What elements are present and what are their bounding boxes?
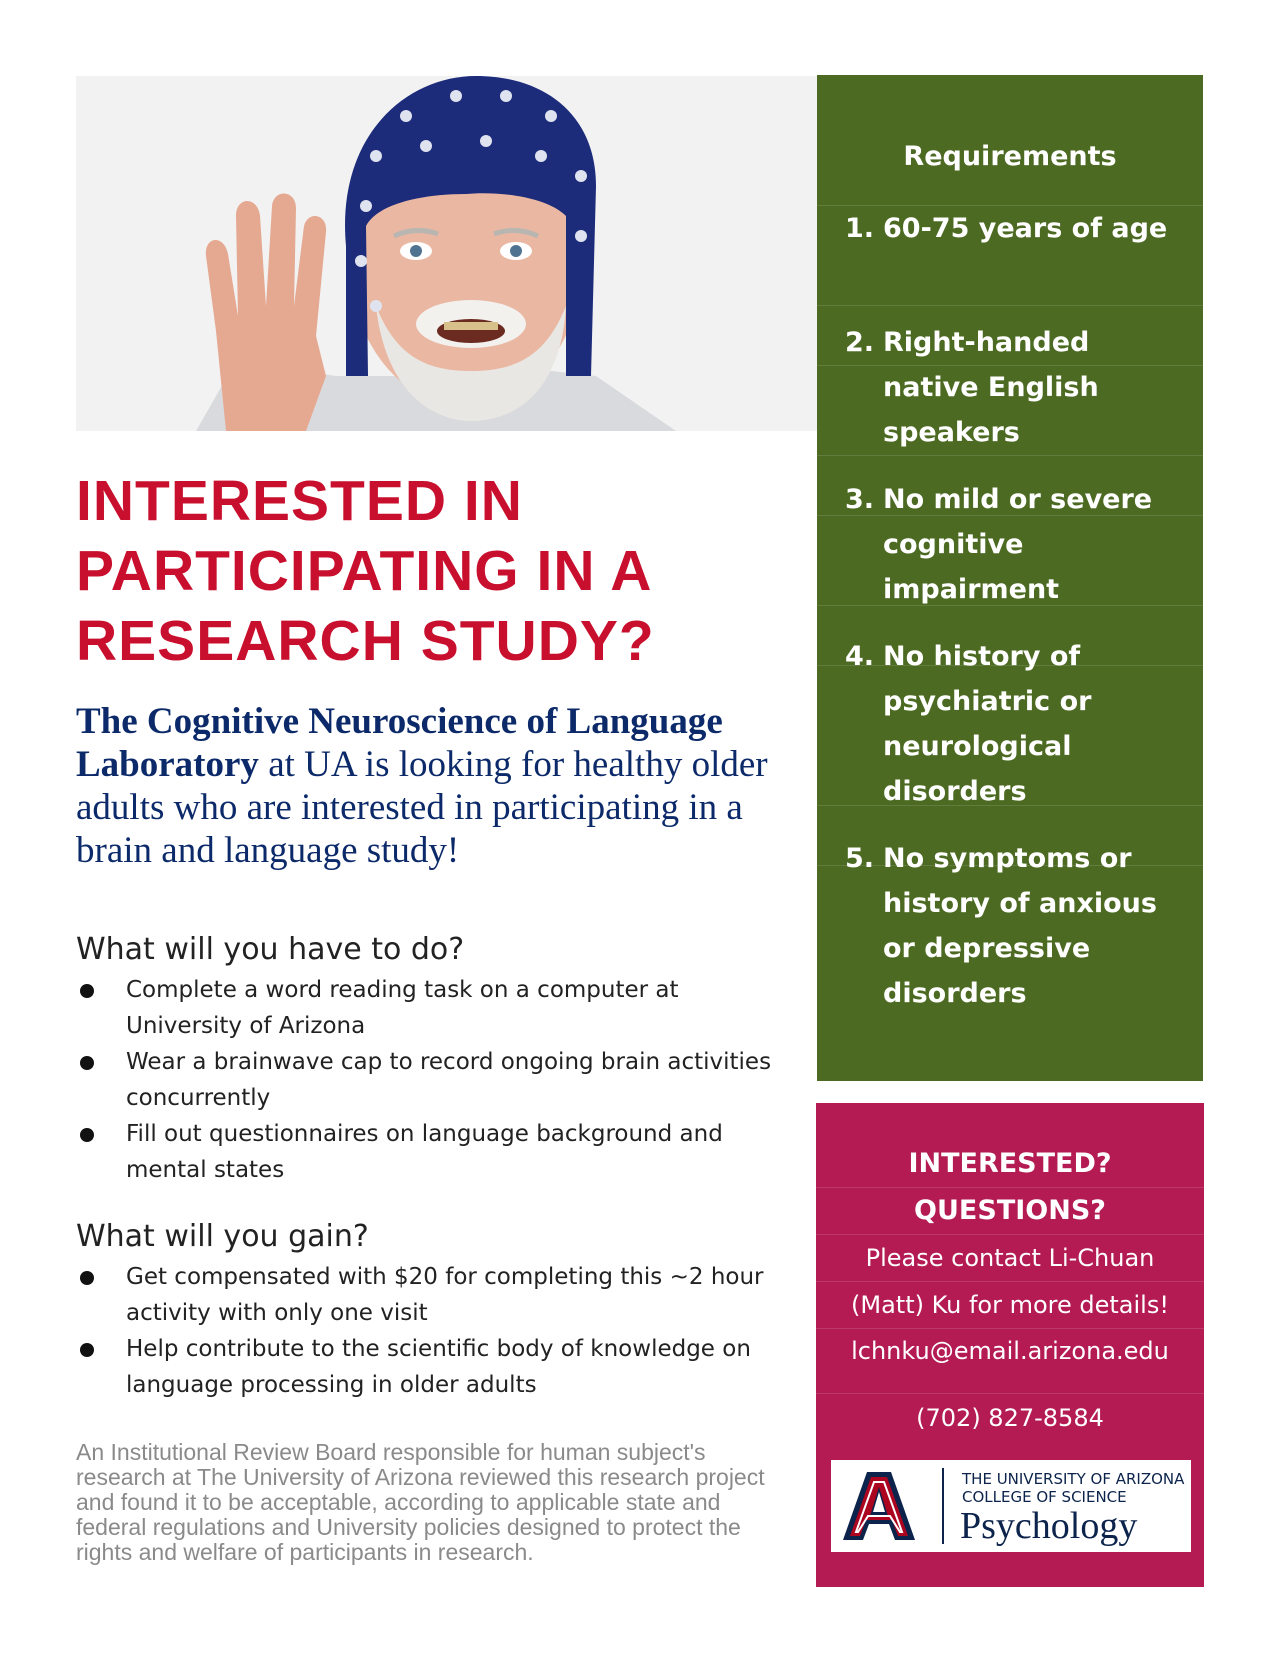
requirement-number: 2. bbox=[845, 327, 875, 358]
logo-university-name bbox=[962, 1470, 1184, 1506]
intro-text: at UA is looking for healthy older adults who are interested in participating in a brain and language study! bbox=[76, 744, 768, 871]
requirement-item bbox=[845, 320, 1183, 455]
contact-email[interactable]: lchnku@email.arizona.edu bbox=[851, 1337, 1169, 1365]
questions-heading: QUESTIONS? bbox=[914, 1195, 1106, 1226]
requirement-item bbox=[845, 477, 1183, 612]
bullet-icon bbox=[80, 1271, 94, 1285]
divider bbox=[816, 1393, 1204, 1394]
task-item: Complete a word reading task on a computer at University of Arizona bbox=[126, 977, 679, 1039]
list-item bbox=[76, 1116, 786, 1188]
divider bbox=[817, 455, 1203, 456]
bullet-icon bbox=[80, 1343, 94, 1357]
logo-university: THE UNIVERSITY OF ARIZONA bbox=[962, 1470, 1185, 1488]
requirement-number: 1. bbox=[845, 213, 875, 244]
headline-line: RESEARCH STUDY? bbox=[76, 609, 655, 673]
list-item bbox=[76, 972, 786, 1044]
intro-paragraph bbox=[76, 700, 796, 872]
contact-text: (Matt) Ku for more details! bbox=[851, 1291, 1169, 1319]
logo-divider bbox=[942, 1468, 944, 1544]
university-logo bbox=[831, 1460, 1191, 1552]
headline-line: PARTICIPATING IN A bbox=[76, 539, 653, 603]
headline-line: INTERESTED IN bbox=[76, 469, 523, 533]
contact-text: Please contact Li-Chuan bbox=[865, 1244, 1155, 1272]
task-item: Fill out questionnaires on language background and mental states bbox=[126, 1121, 723, 1183]
list-item bbox=[76, 1044, 786, 1116]
requirement-text: 60-75 years of age bbox=[883, 213, 1168, 244]
logo-college: COLLEGE OF SCIENCE bbox=[962, 1488, 1127, 1506]
bullet-icon bbox=[80, 1056, 94, 1070]
gain-item: Help contribute to the scientific body of knowledge on language processing in older adults bbox=[126, 1336, 751, 1398]
arizona-a-icon bbox=[839, 1468, 919, 1544]
irb-notice: An Institutional Review Board responsible for human subject's research at The University of Arizona reviewed this research project and found it to be acceptable, according to applicable state and federal regulations and University policies designed to protect the rights and welfare of participants in research. bbox=[76, 1439, 765, 1565]
tasks-list bbox=[76, 972, 786, 1188]
bullet-icon bbox=[80, 984, 94, 998]
requirement-text: No mild or severe cognitive impairment bbox=[883, 484, 1153, 605]
requirement-number: 3. bbox=[845, 484, 875, 515]
requirement-item bbox=[845, 206, 1183, 251]
requirement-item bbox=[845, 836, 1183, 1016]
contact-panel bbox=[816, 1103, 1204, 1587]
logo-department: Psychology bbox=[960, 1505, 1138, 1547]
list-item bbox=[76, 1259, 786, 1331]
requirement-text: No symptoms or history of anxious or depressive disorders bbox=[883, 843, 1157, 1009]
headline bbox=[76, 466, 776, 676]
gains-list bbox=[76, 1259, 786, 1403]
requirement-number: 4. bbox=[845, 641, 875, 672]
interested-heading: INTERESTED? bbox=[908, 1148, 1112, 1179]
requirements-title: Requirements bbox=[903, 141, 1117, 172]
requirement-text: No history of psychiatric or neurological disorders bbox=[883, 641, 1092, 807]
bullet-icon bbox=[80, 1128, 94, 1142]
eeg-cap-photo bbox=[76, 76, 818, 431]
lab-name: The Cognitive Neuroscience of Language Laboratory bbox=[76, 701, 723, 785]
contact-phone[interactable]: (702) 827-8584 bbox=[916, 1404, 1104, 1432]
gains-title: What will you gain? bbox=[76, 1219, 369, 1254]
requirements-panel bbox=[817, 75, 1203, 1081]
requirement-item bbox=[845, 634, 1183, 814]
task-item: Wear a brainwave cap to record ongoing brain activities concurrently bbox=[126, 1049, 772, 1111]
requirement-number: 5. bbox=[845, 843, 875, 874]
tasks-title: What will you have to do? bbox=[76, 932, 465, 967]
divider bbox=[817, 305, 1203, 306]
gain-item: Get compensated with $20 for completing this ~2 hour activity with only one visit bbox=[126, 1264, 764, 1326]
list-item bbox=[76, 1331, 786, 1403]
requirement-text: Right-handed native English speakers bbox=[883, 327, 1099, 448]
